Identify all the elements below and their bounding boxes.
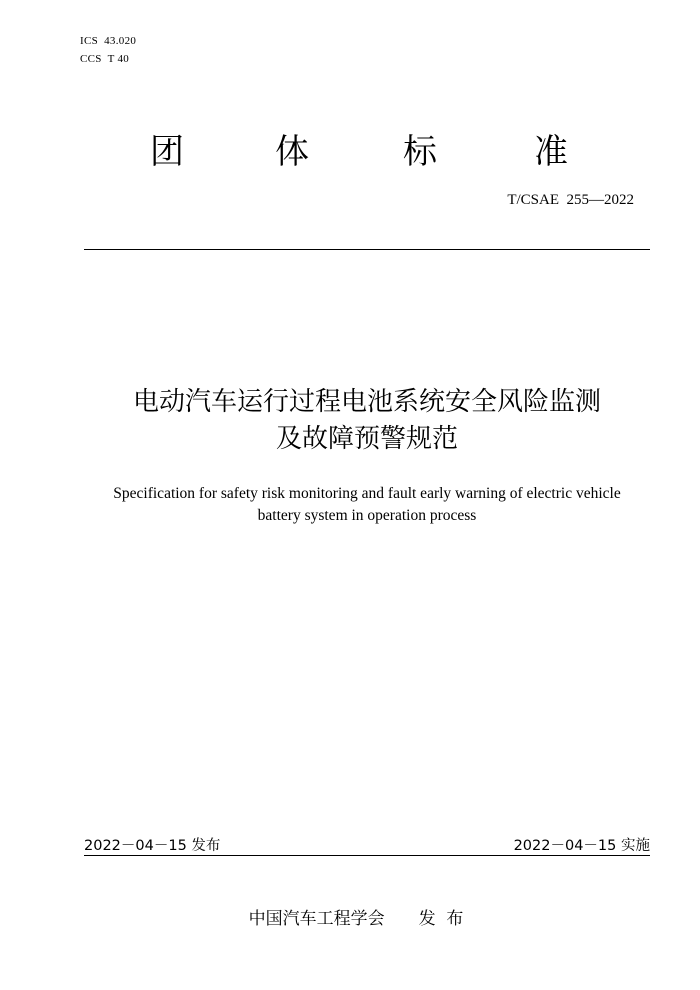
implementation-date: 2022－04－15 实施	[513, 838, 650, 854]
publisher-line	[0, 904, 700, 929]
standard-type-char: 准	[534, 132, 568, 172]
standard-type-char: 体	[275, 132, 309, 172]
chinese-title-line-2: 及故障预警规范	[275, 424, 458, 454]
english-title-line-2: battery system in operation process	[257, 507, 477, 524]
ccs-code: CCS T 40	[80, 53, 130, 65]
top-divider	[84, 249, 650, 250]
issue-date: 2022－04－15 发布	[84, 838, 221, 854]
ics-code: ICS 43.020	[80, 35, 137, 47]
standard-type-char: 标	[403, 132, 437, 172]
english-title-line-1: Specification for safety risk monitoring and fault early warning of electric vehicle	[113, 485, 621, 502]
publisher-name: 中国汽车工程学会	[248, 909, 385, 929]
standard-type-char: 团	[150, 132, 184, 172]
publisher-action: 发 布	[418, 909, 464, 929]
chinese-title-line-1: 电动汽车运行过程电池系统安全风险监测	[132, 387, 601, 417]
standard-number: T/CSAE 255—2022	[507, 192, 634, 208]
bottom-divider	[84, 855, 650, 856]
